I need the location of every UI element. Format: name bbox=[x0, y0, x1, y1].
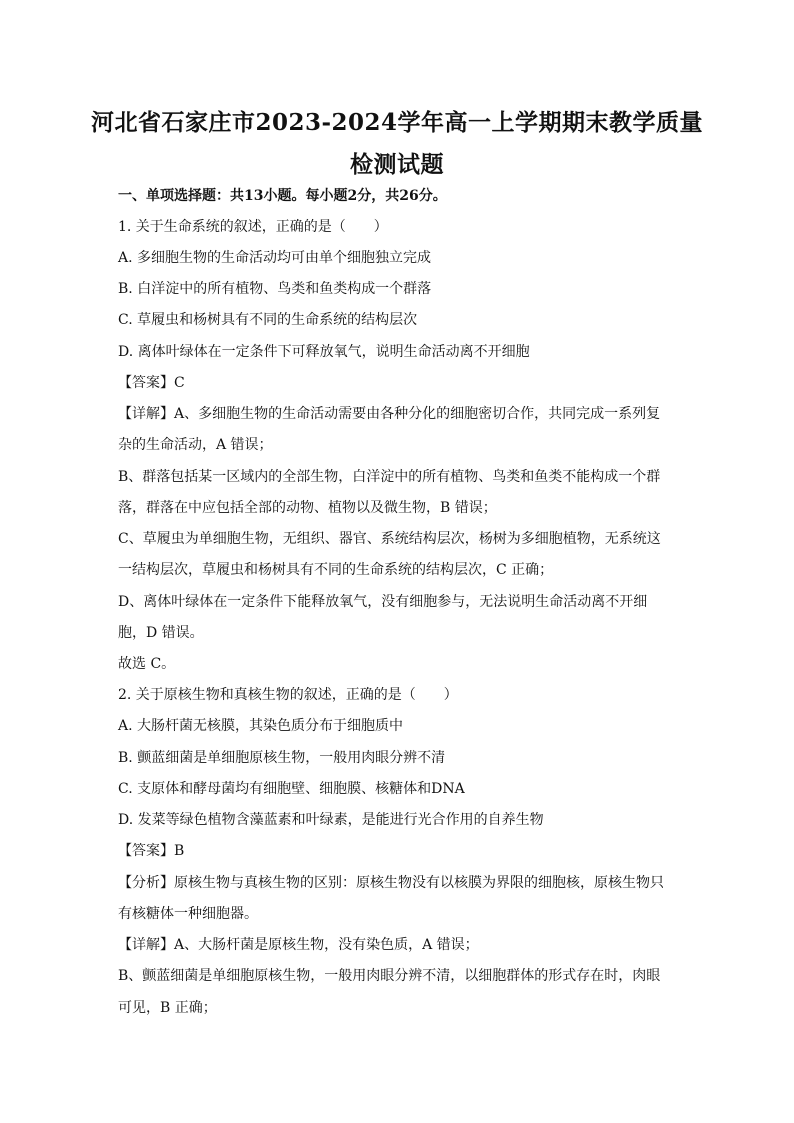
question-2-option-c: C. 支原体和酵母菌均有细胞壁、细胞膜、核糖体和DNA bbox=[118, 781, 465, 797]
question-1-explanation-line: 杂的生命活动，A 错误； bbox=[118, 437, 273, 453]
question-1-explanation-line: D、离体叶绿体在一定条件下能释放氧气，没有细胞参与，无法说明生命活动离不开细 bbox=[118, 594, 648, 610]
question-1-explanation-line: 一结构层次，草履虫和杨树具有不同的生命系统的结构层次，C 正确； bbox=[118, 562, 554, 578]
question-2-option-b: B. 颤蓝细菌是单细胞原核生物，一般用肉眼分辨不清 bbox=[118, 750, 446, 766]
question-1-answer: 【答案】C bbox=[118, 375, 185, 391]
question-2-explanation-line: 【详解】A、大肠杆菌是原核生物，没有染色质，A 错误； bbox=[118, 937, 479, 953]
question-2-explanation-line: 可见，B 正确； bbox=[118, 1000, 217, 1016]
question-2-option-a: A. 大肠杆菌无核膜，其染色质分布于细胞质中 bbox=[118, 718, 404, 734]
question-1-stem: 1. 关于生命系统的叙述，正确的是（ ） bbox=[118, 219, 388, 235]
question-1-option-a: A. 多细胞生物的生命活动均可由单个细胞独立完成 bbox=[118, 250, 432, 266]
question-1-explanation-line: B、群落包括某一区域内的全部生物，白洋淀中的所有植物、鸟类和鱼类不能构成一个群 bbox=[118, 469, 661, 485]
question-1-conclusion: 故选 C。 bbox=[118, 656, 176, 672]
question-1-explanation-line: 落，群落在中应包括全部的动物、植物以及微生物，B 错误； bbox=[118, 500, 497, 516]
question-2-option-d: D. 发菜等绿色植物含藻蓝素和叶绿素，是能进行光合作用的自养生物 bbox=[118, 812, 544, 828]
question-1-explanation-line: 【详解】A、多细胞生物的生命活动需要由各种分化的细胞密切合作，共同完成一系列复 bbox=[118, 406, 661, 422]
question-2-stem: 2. 关于原核生物和真核生物的叙述，正确的是（ ） bbox=[118, 687, 458, 703]
question-1-option-c: C. 草履虫和杨树具有不同的生命系统的结构层次 bbox=[118, 312, 418, 328]
question-2-explanation-line: B、颤蓝细菌是单细胞原核生物，一般用肉眼分辨不清，以细胞群体的形式存在时，肉眼 bbox=[118, 968, 661, 984]
section-heading: 一、单项选择题：共13小题。每小题2分，共26分。 bbox=[118, 188, 447, 204]
document-title-line-1: 河北省石家庄市2023-2024学年高一上学期期末教学质量 bbox=[90, 109, 704, 136]
document-title-line-2: 检测试题 bbox=[350, 151, 444, 178]
question-1-explanation-line: 胞，D 错误。 bbox=[118, 625, 204, 641]
question-2-analysis-line: 有核糖体一种细胞器。 bbox=[118, 906, 258, 922]
question-2-answer: 【答案】B bbox=[118, 843, 185, 859]
question-1-option-b: B. 白洋淀中的所有植物、鸟类和鱼类构成一个群落 bbox=[118, 281, 432, 297]
question-2-analysis-line: 【分析】原核生物与真核生物的区别：原核生物没有以核膜为界限的细胞核，原核生物只 bbox=[118, 875, 664, 891]
question-1-option-d: D. 离体叶绿体在一定条件下可释放氧气，说明生命活动离不开细胞 bbox=[118, 344, 530, 360]
question-1-explanation-line: C、草履虫为单细胞生物，无组织、器官、系统结构层次，杨树为多细胞植物，无系统这 bbox=[118, 531, 661, 547]
